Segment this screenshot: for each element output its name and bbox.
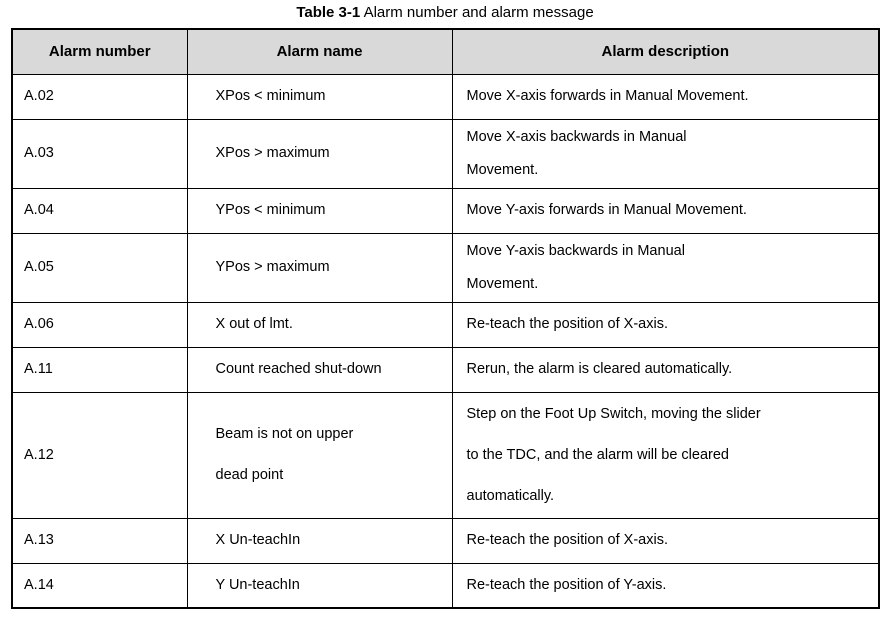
cell-alarm-number: A.14 [12, 563, 187, 608]
cell-alarm-description [452, 392, 879, 518]
table-caption-label: Table 3-1 [296, 4, 361, 21]
cell-alarm-name [187, 392, 452, 518]
cell-alarm-description [452, 518, 879, 563]
table-row [12, 188, 879, 233]
cell-line: Re-teach the position of X-axis. [466, 316, 668, 332]
table-header [12, 29, 879, 74]
cell-alarm-description [452, 188, 879, 233]
cell-line: Movement. [466, 275, 539, 292]
cell-alarm-number: A.06 [12, 302, 187, 347]
table-header-row [12, 29, 879, 74]
cell-alarm-name [187, 233, 452, 302]
cell-line: Re-teach the position of X-axis. [466, 532, 668, 548]
table-container [11, 28, 878, 609]
table-row [12, 74, 879, 119]
column-header-alarm-number: Alarm number [12, 29, 187, 74]
cell-alarm-name [187, 302, 452, 347]
cell-line: automatically. [466, 487, 555, 504]
cell-line: YPos < minimum [215, 202, 326, 218]
cell-alarm-name [187, 347, 452, 392]
cell-alarm-number: A.05 [12, 233, 187, 302]
cell-alarm-number: A.12 [12, 392, 187, 518]
cell-alarm-number: A.02 [12, 74, 187, 119]
column-header-alarm-name: Alarm name [187, 29, 452, 74]
cell-line: Move Y-axis forwards in Manual Movement. [466, 202, 747, 218]
table-row [12, 302, 879, 347]
table-row [12, 347, 879, 392]
cell-alarm-description [452, 347, 879, 392]
table-body [12, 74, 879, 608]
cell-line: Movement. [466, 161, 539, 178]
cell-line: Move X-axis forwards in Manual Movement. [466, 88, 749, 104]
cell-alarm-name [187, 74, 452, 119]
cell-alarm-number: A.11 [12, 347, 187, 392]
cell-alarm-description [452, 119, 879, 188]
cell-alarm-name [187, 119, 452, 188]
cell-line: Move X-axis backwards in Manual [466, 128, 687, 145]
table-row [12, 563, 879, 608]
table-row [12, 233, 879, 302]
cell-alarm-number: A.03 [12, 119, 187, 188]
cell-alarm-number: A.04 [12, 188, 187, 233]
cell-alarm-description [452, 563, 879, 608]
cell-line: dead point [215, 467, 284, 483]
cell-alarm-name [187, 518, 452, 563]
cell-line: XPos > maximum [215, 145, 330, 161]
table-row [12, 119, 879, 188]
column-header-alarm-description: Alarm description [452, 29, 879, 74]
cell-alarm-name [187, 188, 452, 233]
cell-line: YPos > maximum [215, 259, 330, 275]
cell-line: Rerun, the alarm is cleared automatically. [466, 361, 733, 377]
cell-alarm-description [452, 302, 879, 347]
table-caption-text: Alarm number and alarm message [363, 4, 594, 21]
table-caption [0, 0, 890, 28]
cell-line: to the TDC, and the alarm will be cleared [466, 446, 729, 463]
cell-line: Move Y-axis backwards in Manual [466, 242, 685, 259]
cell-line: X out of lmt. [215, 316, 293, 332]
cell-line: XPos < minimum [215, 88, 326, 104]
cell-alarm-description [452, 233, 879, 302]
cell-alarm-description [452, 74, 879, 119]
cell-line: Y Un-teachIn [215, 576, 300, 593]
cell-line: Step on the Foot Up Switch, moving the slider [466, 405, 761, 422]
cell-line: Beam is not on upper [215, 426, 354, 442]
table-row [12, 518, 879, 563]
table-row [12, 392, 879, 518]
cell-line: Count reached shut-down [215, 361, 382, 377]
cell-line: X Un-teachIn [215, 532, 301, 548]
cell-line: Re-teach the position of Y-axis. [466, 576, 667, 593]
cell-alarm-number: A.13 [12, 518, 187, 563]
cell-alarm-name [187, 563, 452, 608]
alarm-table [11, 28, 880, 609]
